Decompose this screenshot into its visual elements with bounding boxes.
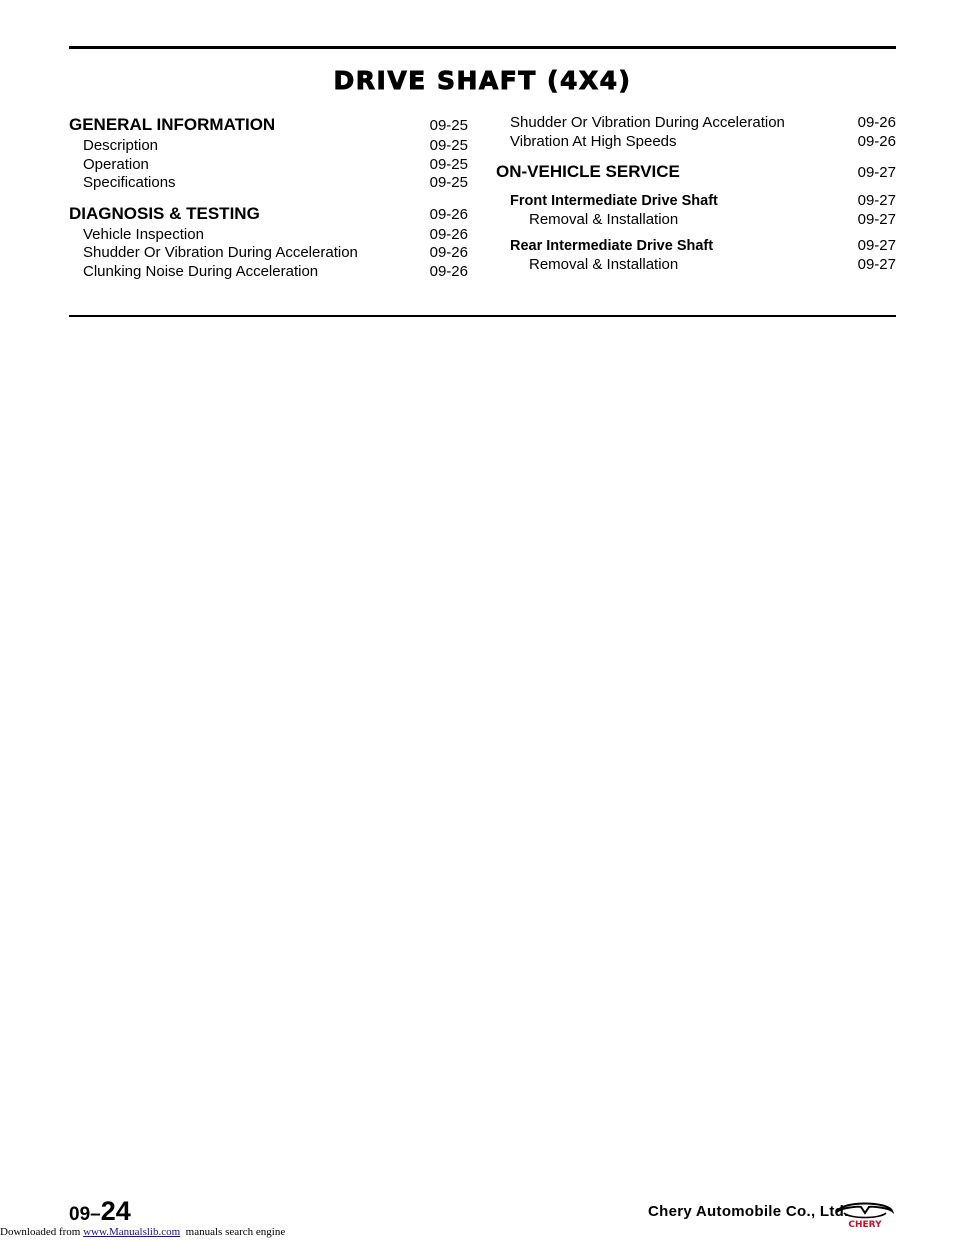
toc-label: Shudder Or Vibration During Acceleration	[83, 244, 358, 262]
page-number: 24	[100, 1196, 131, 1226]
chery-logo-icon	[834, 1197, 896, 1229]
toc-section[interactable]	[69, 203, 468, 226]
toc-label: Removal & Installation	[529, 210, 679, 228]
top-rule	[69, 46, 896, 49]
toc-page: 09-25	[429, 155, 468, 173]
toc-page: 09-25	[429, 137, 468, 154]
toc-label: Removal & Installation	[529, 255, 679, 273]
toc-item[interactable]	[69, 174, 468, 193]
toc-page: 09-26	[429, 244, 468, 262]
manualslib-link[interactable]: www.Manualslib.com	[83, 1226, 181, 1238]
toc-item[interactable]	[69, 137, 468, 156]
toc-page: 09-26	[429, 262, 468, 280]
toc-label: DIAGNOSIS & TESTING	[69, 203, 260, 223]
toc-item[interactable]	[496, 114, 896, 133]
toc-left-column	[69, 114, 468, 282]
toc-page: 09-27	[857, 192, 896, 210]
toc-label: Clunking Noise During Acceleration	[83, 262, 319, 280]
toc-page: 09-26	[429, 205, 468, 223]
toc-page: 09-26	[429, 225, 468, 243]
toc-label: Shudder Or Vibration During Acceleration	[510, 114, 785, 131]
page-prefix: 09–	[69, 1204, 101, 1225]
bottom-rule	[69, 315, 896, 317]
toc-section[interactable]	[496, 161, 896, 184]
download-prefix: Downloaded from	[0, 1226, 84, 1238]
toc-label: Vibration At High Speeds	[510, 132, 677, 150]
toc-subsection[interactable]	[496, 192, 896, 211]
toc-item[interactable]	[69, 263, 468, 282]
download-line	[0, 1226, 285, 1238]
download-suffix: manuals search engine	[180, 1226, 286, 1238]
toc-label: Vehicle Inspection	[83, 225, 204, 243]
toc-right-column	[496, 114, 896, 275]
toc-item[interactable]	[496, 256, 896, 275]
toc-page: 09-27	[857, 210, 896, 228]
toc-subsection[interactable]	[496, 237, 896, 256]
toc-section[interactable]	[69, 114, 468, 137]
toc-label: Specifications	[83, 174, 176, 192]
footer-company: Chery Automobile Co., Ltd.	[648, 1203, 849, 1220]
toc-item[interactable]	[69, 226, 468, 245]
toc-page: 09-27	[857, 255, 896, 273]
logo-text: CHERY	[848, 1220, 882, 1229]
toc-page: 09-25	[429, 117, 468, 134]
toc-page: 09-27	[857, 164, 896, 182]
toc-page: 09-25	[429, 174, 468, 192]
toc-item[interactable]	[69, 244, 468, 263]
toc-label: GENERAL INFORMATION	[69, 115, 276, 134]
toc-label: Description	[83, 137, 159, 154]
toc-item[interactable]	[496, 133, 896, 152]
toc-label: Operation	[83, 155, 149, 173]
toc-label: ON-VEHICLE SERVICE	[496, 162, 680, 182]
toc-page: 09-26	[857, 132, 896, 150]
page-title: DRIVE SHAFT (4X4)	[333, 66, 632, 95]
footer-page-number	[69, 1196, 131, 1227]
toc-item[interactable]	[69, 156, 468, 175]
toc-item[interactable]	[496, 211, 896, 230]
toc-label: Rear Intermediate Drive Shaft	[510, 238, 714, 255]
toc-label: Front Intermediate Drive Shaft	[510, 193, 718, 210]
toc-page: 09-27	[857, 237, 896, 255]
toc-page: 09-26	[857, 114, 896, 131]
